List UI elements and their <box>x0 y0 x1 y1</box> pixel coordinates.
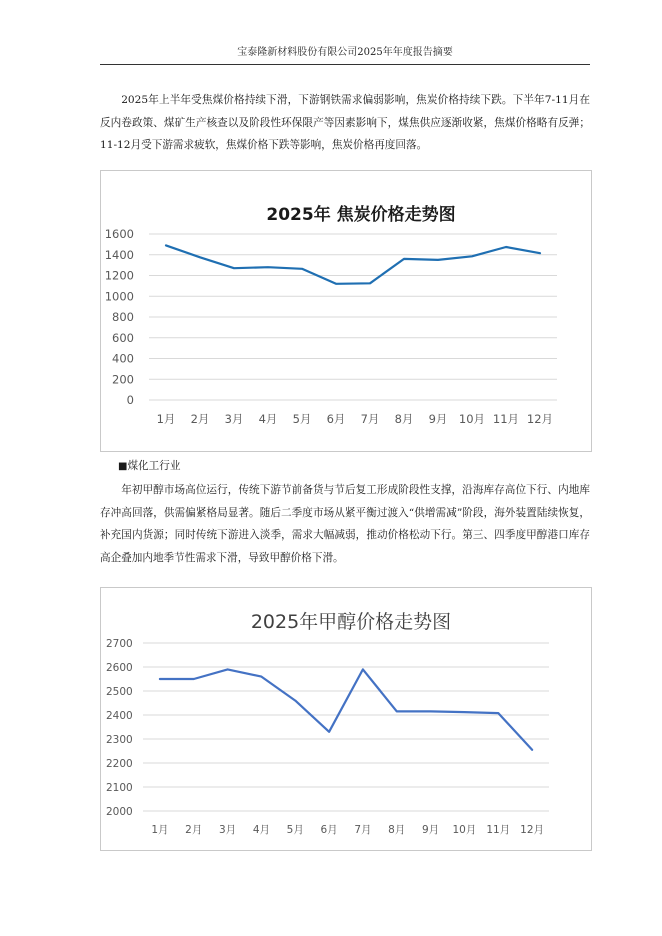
y-tick-label: 1000 <box>104 289 134 304</box>
x-tick-label: 7月 <box>360 412 380 426</box>
x-tick-label: 10月 <box>452 824 477 836</box>
section-heading <box>118 457 180 476</box>
methanol-price-chart <box>100 587 592 851</box>
methanol-price-chart-svg <box>101 588 591 850</box>
y-tick-label: 2500 <box>106 685 133 698</box>
y-tick-label: 2100 <box>106 781 133 794</box>
x-tick-label: 8月 <box>394 412 414 426</box>
x-tick-label: 10月 <box>458 412 486 426</box>
x-tick-label: 3月 <box>218 824 237 836</box>
y-tick-label: 0 <box>126 393 134 408</box>
y-tick-label: 2700 <box>106 637 133 650</box>
x-tick-label: 3月 <box>224 412 244 426</box>
x-tick-label: 12月 <box>526 412 554 426</box>
section-title: 煤化工行业 <box>127 460 181 472</box>
x-tick-label: 1月 <box>151 824 169 836</box>
x-tick-label: 9月 <box>428 412 448 426</box>
x-tick-label: 2月 <box>185 824 203 836</box>
coke-paragraph: 2025年上半年受焦煤价格持续下滑，下游钢铁需求偏弱影响，焦炭价格持续下跌。下半年7-11月在反内卷政策、煤矿生产核查以及阶段性环保限产等因素影响下，煤焦供应逐渐收紧，焦煤价格略有反弹；11-12月受下游需求疲软，焦煤价格下跌等影响，焦炭价格再度回落。 <box>100 94 590 151</box>
x-tick-label: 12月 <box>520 824 545 836</box>
coke-price-chart <box>100 170 592 452</box>
series-line <box>166 245 540 283</box>
y-tick-label: 1400 <box>104 247 134 262</box>
series-line <box>160 669 532 749</box>
x-tick-label: 6月 <box>326 412 346 426</box>
x-tick-label: 6月 <box>320 824 338 836</box>
y-tick-label: 1200 <box>104 268 134 283</box>
x-tick-label: 8月 <box>388 824 406 836</box>
page-header <box>100 46 590 65</box>
x-tick-label: 1月 <box>156 412 176 426</box>
x-tick-label: 2月 <box>190 412 210 426</box>
y-tick-label: 2200 <box>106 757 133 770</box>
y-tick-label: 800 <box>112 310 134 325</box>
x-tick-label: 5月 <box>292 412 312 426</box>
y-tick-label: 1600 <box>104 227 134 242</box>
chart-title: 2025年甲醇价格走势图 <box>250 611 452 633</box>
y-tick-label: 200 <box>112 372 134 387</box>
chart-title: 2025年 焦炭价格走势图 <box>266 205 456 225</box>
y-tick-label: 2300 <box>106 733 133 746</box>
x-tick-label: 4月 <box>258 412 278 426</box>
x-tick-label: 5月 <box>286 824 304 836</box>
header-title: 宝泰隆新材料股份有限公司2025年年度报告摘要 <box>237 47 453 58</box>
methanol-paragraph: 年初甲醇市场高位运行，传统下游节前备货与节后复工形成阶段性支撑，沿海库存高位下行、内地库存冲高回落，供需偏紧格局显著。随后二季度市场从紧平衡过渡入“供增需减”阶段，海外装置陆续恢复，补充国内货源；同时传统下游进入淡季，需求大幅减弱，推动价格松动下行。第三、四季度甲醇港口库存高企叠加内地季节性需求下滑，导致甲醇价格下滑。 <box>100 484 590 564</box>
coke-price-chart-svg <box>101 171 591 451</box>
y-tick-label: 600 <box>112 330 134 345</box>
y-tick-label: 2000 <box>106 805 133 818</box>
x-tick-label: 9月 <box>421 824 440 836</box>
x-tick-label: 7月 <box>354 824 372 836</box>
section-marker: ■ <box>118 461 128 472</box>
y-tick-label: 2600 <box>106 661 133 674</box>
x-tick-label: 11月 <box>486 824 511 836</box>
y-tick-label: 2400 <box>106 709 133 722</box>
x-tick-label: 4月 <box>252 824 271 836</box>
y-tick-label: 400 <box>112 351 134 366</box>
x-tick-label: 11月 <box>492 412 520 426</box>
